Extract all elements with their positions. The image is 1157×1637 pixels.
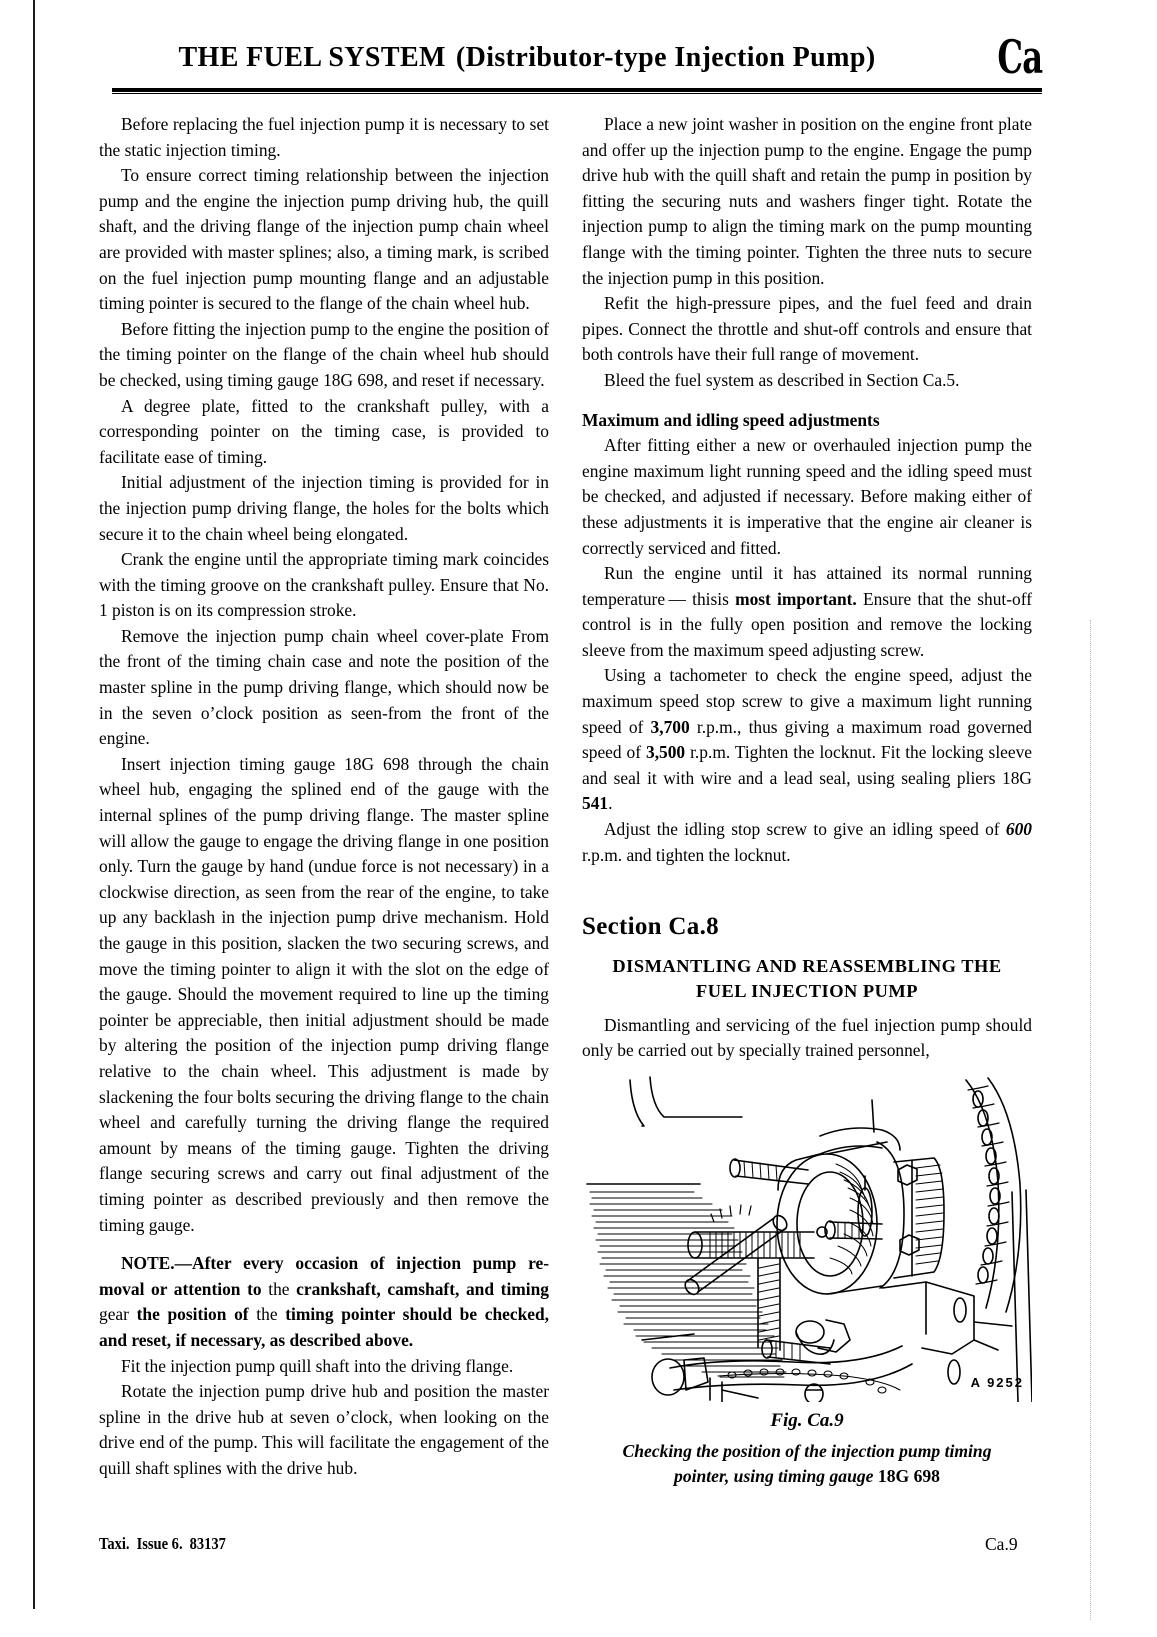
figure-ca9	[582, 1072, 1032, 1402]
section-subtitle	[582, 954, 1032, 1004]
page-title-sub: (Distributor-type Injection Pump)	[455, 42, 876, 73]
figure-reference-code: A 9252	[970, 1375, 1024, 1391]
figure-caption-tool-number: 18G 698	[877, 1465, 940, 1486]
figure-caption-line2: pointer, using timing gauge	[674, 1465, 878, 1486]
paragraph: Refit the high-pressure pipes, and the fuel feed and drain pipes. Connect the throttle and shut-off controls and ensure that both controls have their full range of movement.	[582, 293, 1032, 365]
note-regular-1: the	[261, 1278, 297, 1299]
text-tacho-part1: Using a tachometer to check the engine speed, adjust the maximum speed stop screw to give a maximum light running speed of	[582, 665, 1032, 737]
paragraph: Before replacing the fuel injection pump it is necessary to set the static injection timing.	[99, 114, 549, 160]
text-run-part2: is	[717, 588, 736, 609]
left-column	[99, 112, 549, 1481]
note-lead: NOTE.—After every occasion of injection pump re-moval or attention to	[99, 1253, 549, 1299]
tool-number-541: 541	[582, 793, 609, 814]
paragraph: To ensure correct timing relationship between the injection pump and the engine the injection pump driving hub, the quill shaft, and the driving flange of the injection pump chain wheel are provided with master splines; also, a timing mark, is scribed on the fuel injection pump mounting flange and an adjustable timing pointer is secured to the flange of the chain wheel hub.	[99, 165, 549, 314]
paragraph: After fitting either a new or overhauled injection pump the engine maximum light running speed and the idling speed must be checked, and adjusted if necessary. Before making either of these adjustments it is imperative that the engine air cleaner is correctly serviced and fitted.	[582, 435, 1032, 558]
figure-caption-line1: Checking the position of the injection pump timing	[622, 1440, 992, 1461]
page-binding-line	[33, 0, 35, 1609]
page-title-main: THE FUEL SYSTEM	[178, 42, 446, 73]
subheading-maximum-idling: Maximum and idling speed adjustments	[582, 409, 880, 430]
paragraph: Insert injection timing gauge 18G 698 through the chain wheel hub, engaging the splined end of the gauge with the internal splines of the pump driving flange. The master spline will allow the gauge to engage the driving flange in one position only. Turn the gauge by hand (undue force is not necessary) in a clockwise direction, as seen from the rear of the engine, to take up any backlash in the injection pump drive mechanism. Hold the gauge in this position, slacken the two securing screws, and move the timing pointer to align it with the slot on the edge of the gauge. Should the movement required to line up the timing pointer be appreciable, then initial adjustment should be made by altering the position of the injection pump driving flange relative to the chain wheel. This adjustment is made by slackening the four bolts securing the driving flange to the chain wheel and carefully turning the driving flange the required amount by means of the timing gauge. Tighten the driving flange securing screws and carry out final adjustment of the timing pointer as described previously and then remove the timing gauge.	[99, 753, 549, 1235]
footer-issue: Issue 6.	[136, 1534, 183, 1553]
paragraph-idling	[582, 817, 1032, 868]
paragraph-tachometer	[582, 663, 1032, 817]
note-bold-2: crankshaft, camshaft, and timing	[296, 1278, 549, 1299]
header-rule-thin	[112, 93, 1042, 94]
paragraph-run-engine	[582, 561, 1032, 663]
note-bold-3: the position of	[136, 1304, 249, 1325]
paragraph: Initial adjustment of the injection timing is provided for in the injection pump driving flange, the holes for the bolts which secure it to the chain wheel being elongated.	[99, 472, 549, 544]
value-road-governed-rpm: 3,500	[646, 742, 686, 763]
footer-left	[99, 1534, 226, 1554]
value-idling-rpm: 600	[1005, 819, 1032, 840]
figure-number: Fig. Ca.9	[770, 1410, 844, 1431]
paragraph: A degree plate, fitted to the crankshaft pulley, with a corresponding pointer on the timing case, is provided to facilitate ease of timing.	[99, 395, 549, 467]
text-run-part3: Ensure that the shut-off control is in the fully open position and remove the locking sleeve from the maximum speed adjusting screw.	[582, 588, 1033, 660]
paragraph: Fit the injection pump quill shaft into the driving flange.	[121, 1355, 514, 1376]
text-most-important: most important.	[735, 588, 857, 609]
paragraph: Before fitting the injection pump to the engine the position of the timing pointer on the flange of the chain wheel hub should be checked, using timing gauge 18G 698, and reset if necessary.	[99, 318, 549, 390]
header-rule	[112, 88, 1042, 92]
paragraph: Place a new joint washer in position on the engine front plate and offer up the injection pump to the engine. Engage the pump drive hub with the quill shaft and retain the pump in position by fitting the securing nuts and washers finger tight. Rotate the injection pump to align the timing mark on the pump mounting flange with the timing pointer. Tighten the three nuts to secure the injection pump in this position.	[582, 114, 1032, 288]
text-idling-part2: r.p.m. and tighten the locknut.	[582, 844, 791, 865]
footer-publication: Taxi.	[99, 1534, 130, 1553]
paragraph: Dismantling and servicing of the fuel injection pump should only be carried out by specially trained personnel,	[582, 1014, 1032, 1061]
note-regular-3: the	[248, 1304, 286, 1325]
text-tacho-part3: r.p.m. Tighten the locknut. Fit the locking sleeve and seal it with wire and a lead seal, using sealing pliers 18G	[582, 742, 1032, 788]
section-mark-ca: Ca	[996, 30, 1042, 84]
injection-pump-line-drawing	[582, 1072, 1032, 1402]
right-column	[582, 112, 1032, 1489]
paragraph: Bleed the fuel system as described in Section Ca.5.	[604, 369, 960, 390]
text-run-part1: Run the engine until it has attained its normal running temperature — this	[582, 563, 1032, 609]
figure-caption	[582, 1439, 1032, 1489]
paragraph: Remove the injection pump chain wheel cover-plate From the front of the timing chain case and note the position of the master spline in the pump driving flange, which should now be in the seven o’clock position as seen-from the front of the engine.	[99, 625, 549, 749]
note-regular-2: gear	[99, 1304, 137, 1325]
note-bold-4: timing pointer should be checked, and reset, if necessary, as described above.	[99, 1304, 549, 1350]
page-edge-dotted-line	[1090, 620, 1091, 1620]
page-title	[112, 42, 942, 74]
footer-page-number: Ca.9	[985, 1534, 1018, 1554]
footer-code: 83137	[189, 1534, 226, 1553]
text-tacho-part2: r.p.m., thus giving a maximum road governed speed of	[582, 716, 1032, 763]
section-subtitle-line1: DISMANTLING AND REASSEMBLING THE	[612, 955, 1002, 976]
section-heading-ca8: Section Ca.8	[582, 913, 719, 941]
paragraph: Crank the engine until the appropriate timing mark coincides with the timing groove on the crankshaft pulley. Ensure that No. 1 piston is on its compression stroke.	[99, 549, 549, 621]
text-tacho-part4: .	[608, 793, 613, 814]
value-max-light-running-rpm: 3,700	[650, 716, 690, 737]
text-idling-part1: Adjust the idling stop screw to give an idling speed of	[604, 819, 1006, 840]
note-block	[99, 1251, 549, 1353]
section-subtitle-line2: FUEL INJECTION PUMP	[695, 980, 919, 1001]
paragraph: Rotate the injection pump drive hub and position the master spline in the drive hub at seven o’clock, when looking on the drive end of the pump. This will facilitate the engagement of the quill shaft splines with the drive hub.	[99, 1381, 549, 1478]
